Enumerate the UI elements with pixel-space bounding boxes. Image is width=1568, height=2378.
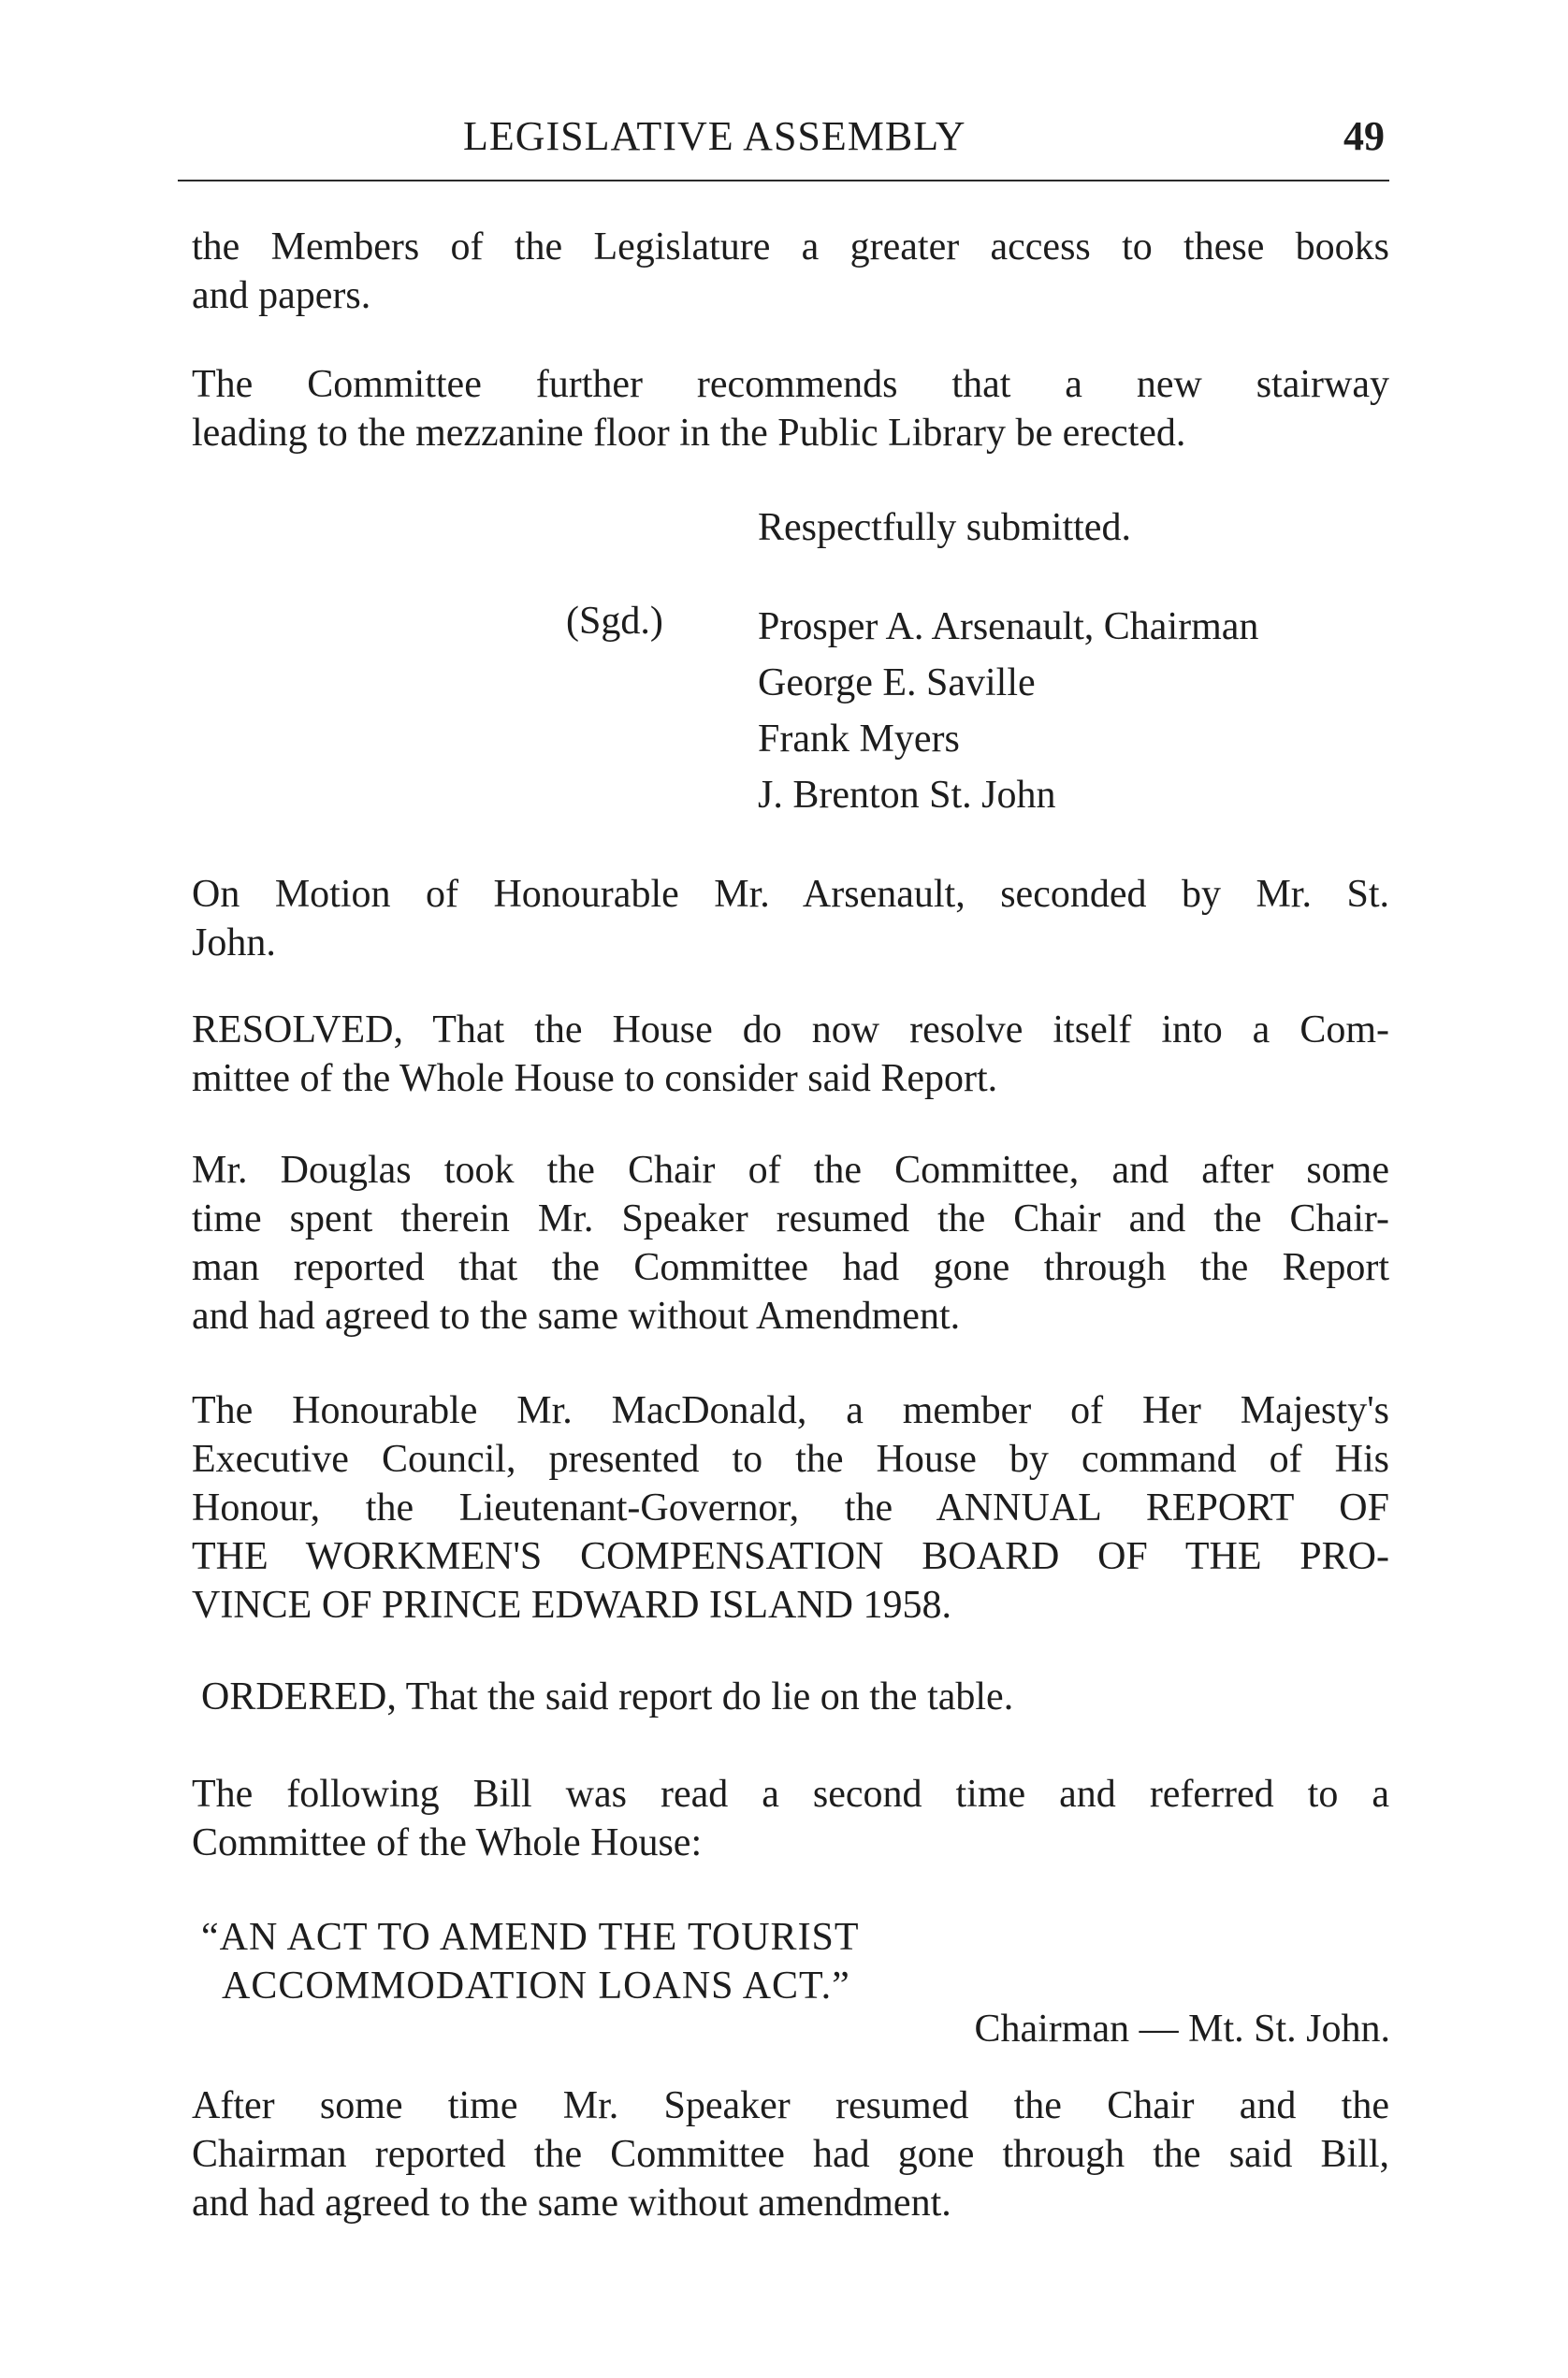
signatory-list (758, 599, 1258, 823)
text-line: Executive Council, presented to the House by command of His (192, 1438, 1389, 1481)
page-number: 49 (1343, 113, 1385, 159)
text-line: Honour, the Lieutenant-Governor, the ANNUAL REPORT OF (192, 1486, 1389, 1530)
text-line: Chairman reported the Committee had gone through the said Bill, (192, 2133, 1389, 2176)
text-line: man reported that the Committee had gone through the Report (192, 1246, 1389, 1289)
text-line: and had agreed to the same without amendment. (192, 2182, 951, 2225)
text-line: THE WORKMEN'S COMPENSATION BOARD OF THE PRO- (192, 1535, 1389, 1578)
text-line: The Committee further recommends that a new stairway (192, 363, 1389, 406)
paragraph-access (192, 223, 1389, 320)
signatory-name: George E. Saville (758, 661, 1036, 704)
text-line: After some time Mr. Speaker resumed the Chair and the (192, 2084, 1389, 2127)
text-line: the Members of the Legislature a greater access to these books (192, 225, 1389, 268)
signed-label: (Sgd.) (566, 600, 663, 643)
page-header (192, 112, 1394, 168)
paragraph-committee-report (192, 1146, 1389, 1341)
paragraph-after-some-time (192, 2081, 1389, 2227)
text-line: time spent therein Mr. Speaker resumed the Chair and the Chair- (192, 1197, 1389, 1240)
text-line: The following Bill was read a second time and referred to a (192, 1773, 1389, 1816)
text-line: Committee of the Whole House: (192, 1821, 703, 1864)
text-line: RESOLVED, That the House do now resolve itself into a Com- (192, 1008, 1389, 1051)
paragraph-ordered (192, 1673, 1389, 1721)
act-title (201, 1913, 1137, 2010)
text-line: mittee of the Whole House to consider said Report. (192, 1057, 998, 1100)
paragraph-bill-read (192, 1770, 1389, 1867)
text-line: The Honourable Mr. MacDonald, a member of Her Majesty's (192, 1389, 1389, 1432)
text-line: On Motion of Honourable Mr. Arsenault, seconded by Mr. St. (192, 873, 1389, 916)
act-title-line: “AN ACT TO AMEND THE TOURIST (201, 1916, 860, 1959)
text-line: and papers. (192, 274, 371, 317)
paragraph-stairway (192, 360, 1389, 457)
text-line: John. (192, 921, 276, 964)
text-line: VINCE OF PRINCE EDWARD ISLAND 1958. (192, 1584, 952, 1627)
closing-respectfully: Respectfully submitted. (758, 506, 1131, 549)
signatory-name: Frank Myers (758, 718, 960, 761)
text-line: ORDERED, That the said report do lie on the table. (201, 1675, 1014, 1718)
signatory-name: Prosper A. Arsenault, Chairman (758, 605, 1259, 648)
running-title: LEGISLATIVE ASSEMBLY (463, 113, 966, 159)
paragraph-annual-report (192, 1386, 1389, 1630)
paragraph-resolved (192, 1006, 1389, 1103)
act-title-line: ACCOMMODATION LOANS ACT.” (222, 1965, 850, 2008)
text-line: and had agreed to the same without Amendment. (192, 1295, 961, 1338)
signatory-name: J. Brenton St. John (758, 774, 1056, 817)
text-line: leading to the mezzanine floor in the Public Library be erected. (192, 412, 1186, 455)
header-rule (178, 180, 1389, 181)
paragraph-motion (192, 870, 1389, 967)
text-line: Mr. Douglas took the Chair of the Committee, and after some (192, 1149, 1389, 1192)
chairman-line: Chairman — Mt. St. John. (974, 2008, 1390, 2051)
